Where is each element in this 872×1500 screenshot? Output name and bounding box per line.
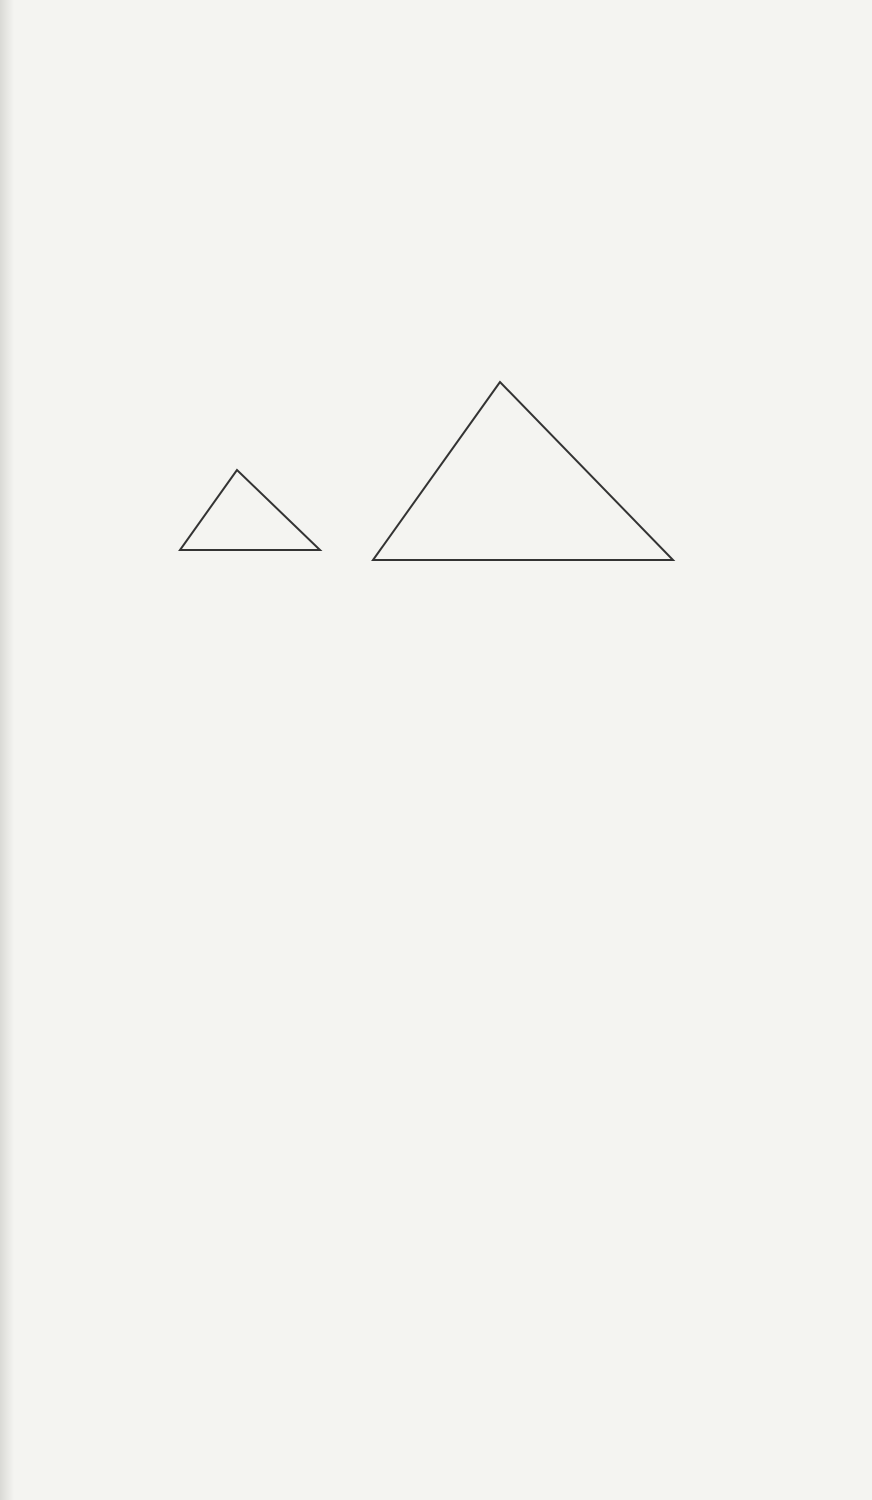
small-triangle: [180, 470, 320, 550]
large-triangle: [373, 382, 673, 560]
figure-98: [0, 0, 872, 640]
